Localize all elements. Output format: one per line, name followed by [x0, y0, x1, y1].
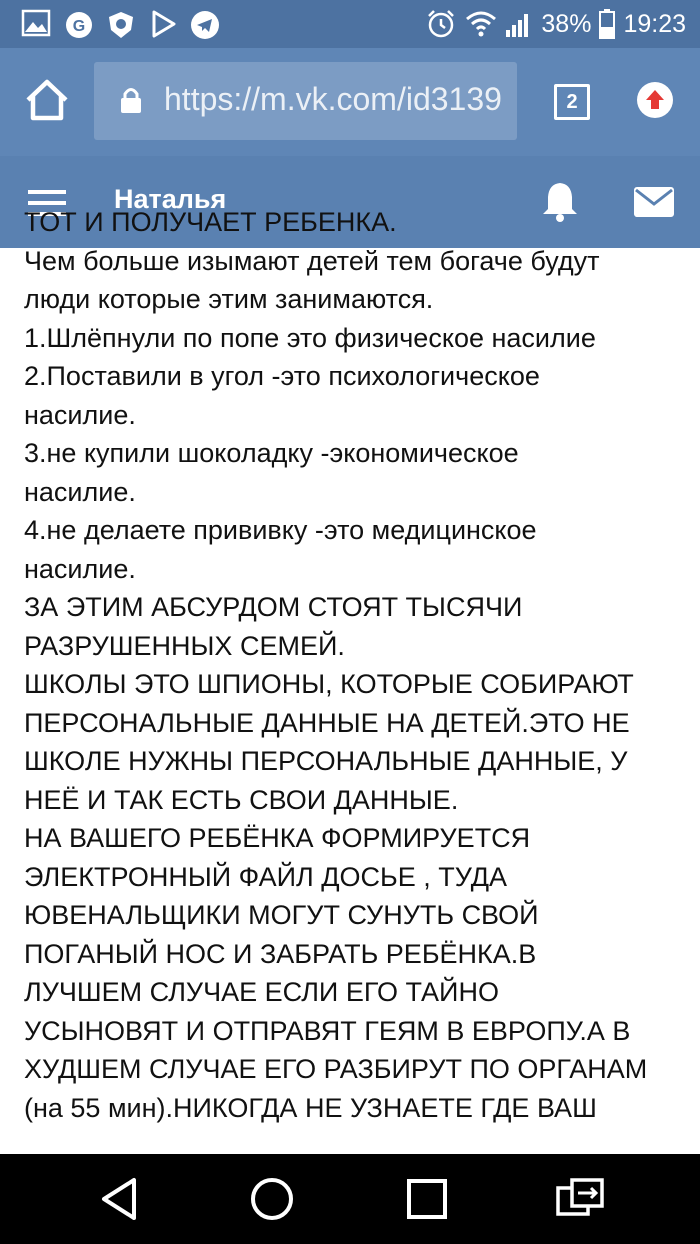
post-line: ЭЛЕКТРОННЫЙ ФАЙЛ ДОСЬЕ , ТУДА — [24, 861, 507, 892]
post-line: ХУДШЕМ СЛУЧАЕ ЕГО РАЗБИРУТ ПО ОРГАНАМ — [24, 1054, 648, 1084]
post-line: насилие. — [24, 476, 136, 507]
post-text — [24, 203, 686, 1127]
post-line: НЕЁ И ТАК ЕСТЬ СВОИ ДАННЫЕ. — [24, 784, 459, 815]
post-line: РАЗРУШЕННЫХ СЕМЕЙ. — [24, 630, 345, 661]
post-content[interactable] — [0, 207, 700, 1154]
status-bar — [0, 0, 700, 48]
signal-icon — [505, 10, 533, 38]
battery-percent: 38% — [541, 9, 592, 38]
telegram-icon — [190, 10, 220, 40]
post-line: НА ВАШЕГО РЕБЁНКА ФОРМИРУЕТСЯ — [24, 823, 531, 853]
post-line: ЮВЕНАЛЬЩИКИ МОГУТ СУНУТЬ СВОЙ — [24, 900, 539, 930]
post-line: ПЕРСОНАЛЬНЫЕ ДАННЫЕ НА ДЕТЕЙ.ЭТО НЕ — [24, 707, 630, 738]
post-line: 2.Поставили в угол -это психологическое — [24, 361, 540, 391]
post-line: Чем больше изымают детей тем богаче будут — [24, 245, 600, 276]
post-line: ТОТ И ПОЛУЧАЕТ РЕБЕНКА. — [24, 207, 397, 237]
shield-app-icon — [106, 10, 136, 40]
upload-icon[interactable] — [636, 81, 674, 119]
battery-icon — [599, 9, 615, 39]
home-circle-icon[interactable] — [242, 1174, 302, 1224]
post-line: 1.Шлёпнули по попе это физическое насилие — [24, 322, 596, 353]
post-line: 3.не купили шоколадку -экономическое — [24, 438, 519, 468]
address-bar[interactable] — [94, 62, 517, 140]
tabs-button[interactable] — [554, 84, 590, 120]
post-line: люди которые этим занимаются. — [24, 284, 434, 314]
post-line: ЗА ЭТИМ АБСУРДОМ СТОЯТ ТЫСЯЧИ — [24, 592, 523, 622]
post-line: ЛУЧШЕМ СЛУЧАЕ ЕСЛИ ЕГО ТАЙНО — [24, 977, 499, 1007]
back-icon[interactable] — [92, 1174, 152, 1224]
post-line: УСЫНОВЯТ И ОТПРАВЯТ ГЕЯМ В ЕВРОПУ.А В — [24, 1015, 631, 1046]
post-line: ШКОЛЕ НУЖНЫ ПЕРСОНАЛЬНЫЕ ДАННЫЕ, У — [24, 746, 628, 776]
image-icon — [22, 10, 50, 36]
tab-count: 2 — [566, 91, 578, 113]
alarm-icon — [425, 8, 457, 40]
post-line: насилие. — [24, 399, 136, 430]
post-line: насилие. — [24, 553, 136, 584]
svg-text:G: G — [72, 18, 86, 35]
browser-toolbar — [0, 48, 700, 156]
play-store-icon — [150, 10, 178, 38]
post-line: (на 55 мин).НИКОГДА НЕ УЗНАЕТЕ ГДЕ ВАШ — [24, 1092, 597, 1123]
recents-icon[interactable] — [397, 1174, 457, 1224]
post-line: ПОГАНЫЙ НОС И ЗАБРАТЬ РЕБЁНКА.В — [24, 938, 537, 969]
messenger-icon — [64, 10, 94, 40]
post-line: 4.не делаете прививку -это медицинское — [24, 515, 537, 545]
lock-icon — [120, 86, 142, 114]
post-line: ШКОЛЫ ЭТО ШПИОНЫ, КОТОРЫЕ СОБИРАЮТ — [24, 669, 634, 699]
system-nav-bar — [0, 1154, 700, 1244]
page-title: Наталья — [114, 184, 227, 214]
wifi-icon — [465, 10, 497, 38]
switch-apps-icon[interactable] — [550, 1174, 610, 1224]
url-text: https://m.vk.com/id3139 — [164, 81, 502, 117]
home-icon[interactable] — [24, 78, 70, 122]
clock: 19:23 — [623, 9, 686, 38]
